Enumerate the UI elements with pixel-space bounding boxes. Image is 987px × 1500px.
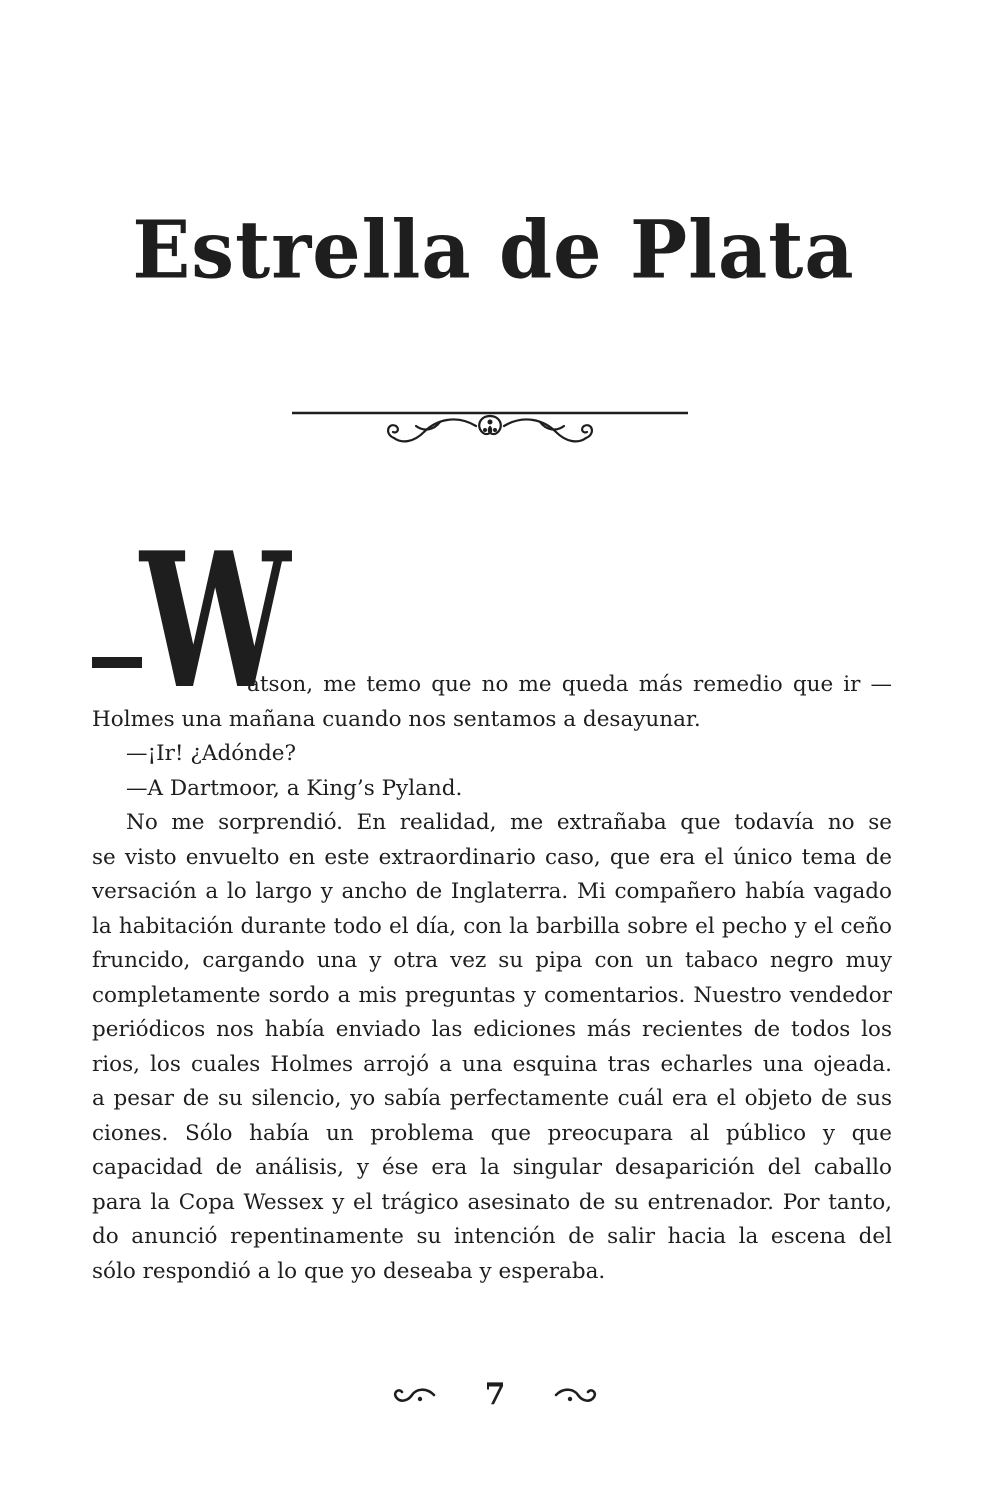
- text-line: capacidad de análisis, y ése era la singular desaparición del caballo: [92, 1155, 892, 1180]
- dropcap-letter: W: [140, 511, 291, 730]
- text-line: para la Copa Wessex y el trágico asesinato de su entrenador. Por tanto,: [92, 1189, 892, 1215]
- text-line: a pesar de su silencio, yo sabía perfectamente cuál era el objeto de sus: [92, 1086, 892, 1111]
- swirl-right-icon: [550, 1383, 600, 1407]
- text-line: completamente sordo a mis preguntas y comentarios. Nuestro vendedor: [92, 982, 892, 1008]
- text-line: atson, me temo que no me queda más remedio que ir —: [247, 672, 892, 697]
- text-line: ciones. Sólo había un problema que preocupara al público y que: [92, 1120, 892, 1146]
- text-line: —A Dartmoor, a King’s Pyland.: [126, 775, 463, 801]
- body-text: [92, 668, 892, 1289]
- text-line: do anunció repentinamente su intención de salir hacia la escena del: [92, 1224, 892, 1249]
- text-line: Holmes una mañana cuando nos sentamos a desayunar.: [92, 706, 701, 732]
- flourish-ornament-icon: [290, 400, 690, 450]
- text-line: la habitación durante todo el día, con la barbilla sobre el pecho y el ceño: [92, 913, 892, 939]
- text-line: sólo respondió a lo que yo deseaba y esperaba.: [92, 1258, 606, 1284]
- text-line: fruncido, cargando una y otra vez su pipa con un tabaco negro muy: [92, 948, 892, 973]
- dropcap-dash: [92, 657, 142, 668]
- text-line: periódicos nos había enviado las ediciones más recientes de todos los: [92, 1017, 892, 1042]
- page-number: 7: [484, 1377, 506, 1412]
- text-line: se visto envuelto en este extraordinario caso, que era el único tema de: [92, 844, 892, 870]
- text-line: —¡Ir! ¿Adónde?: [126, 741, 297, 766]
- text-line: rios, los cuales Holmes arrojó a una esquina tras echarles una ojeada.: [92, 1051, 892, 1077]
- text-line: No me sorprendió. En realidad, me extrañaba que todavía no se: [126, 810, 892, 835]
- page-footer: [390, 1375, 600, 1415]
- text-line: versación a lo largo y ancho de Inglaterra. Mi compañero había vagado: [92, 879, 892, 904]
- chapter-title: Estrella de Plata: [132, 202, 855, 297]
